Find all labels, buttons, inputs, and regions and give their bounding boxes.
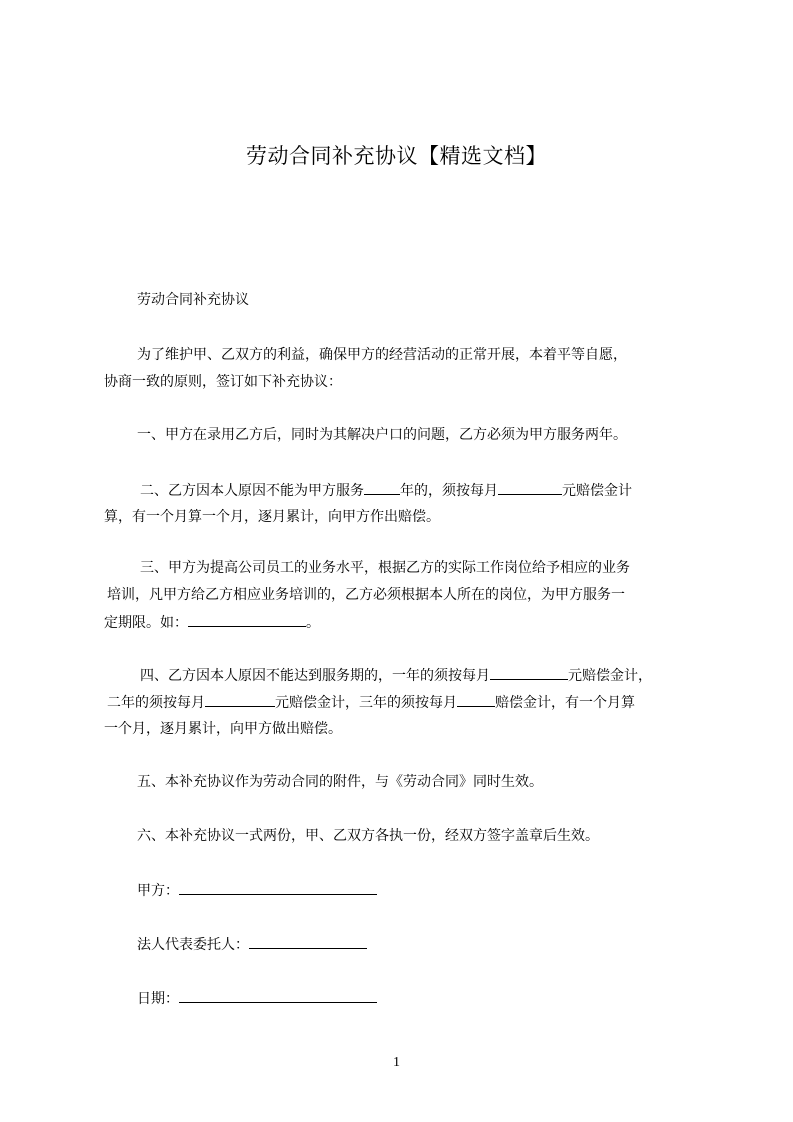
clause-3-line-1: 三、甲方为提高公司员工的业务水平，根据乙方的实际工作岗位给予相应的业务	[140, 560, 630, 576]
party-a-label: 甲方：	[137, 883, 179, 899]
document-subtitle: 劳动合同补充协议	[137, 292, 249, 308]
year-two-amount-blank	[205, 692, 275, 707]
years-blank	[364, 480, 400, 495]
clause-4-text-b: 元赔偿金计，	[568, 668, 652, 684]
date-label: 日期：	[137, 991, 179, 1007]
clause-5: 五、本补充协议作为劳动合同的附件，与《劳动合同》同时生效。	[137, 774, 543, 790]
clause-3-line-2: 培训，凡甲方给乙方相应业务培训的，乙方必须根据本人所在的岗位，为甲方服务一	[107, 587, 625, 603]
document-title: 劳动合同补充协议【精选文档】	[246, 144, 547, 168]
date-blank	[179, 988, 377, 1003]
clause-1: 一、甲方在录用乙方后，同时为其解决户口的问题，乙方必须为甲方服务两年。	[137, 427, 627, 443]
clause-6: 六、本补充协议一式两份，甲、乙双方各执一份，经双方签字盖章后生效。	[137, 828, 599, 844]
clause-2-line-2: 算，有一个月算一个月，逐月累计，向甲方作出赔偿。	[104, 509, 440, 525]
term-blank	[188, 612, 306, 627]
party-a-blank	[179, 880, 377, 895]
representative-label: 法人代表委托人：	[137, 937, 249, 953]
clause-2-line-1	[140, 480, 632, 501]
clause-2-text-b: 年的，须按每月	[400, 483, 498, 499]
intro-line-2: 协商一致的原则，签订如下补充协议：	[104, 374, 342, 390]
clause-4-line-2	[107, 692, 635, 713]
clause-2-text-a: 二、乙方因本人原因不能为甲方服务	[140, 483, 364, 499]
clause-2-text-c: 元赔偿金计	[562, 483, 632, 499]
party-a-signature-line	[137, 880, 377, 901]
clause-4-text-d: 元赔偿金计，三年的须按每月	[275, 695, 457, 711]
page-number: 1	[393, 1055, 400, 1070]
year-one-amount-blank	[490, 665, 568, 680]
date-signature-line	[137, 988, 377, 1009]
clause-4-text-e: 赔偿金计，有一个月算	[495, 695, 635, 711]
intro-line-1: 为了维护甲、乙双方的利益，确保甲方的经营活动的正常开展，本着平等自愿，	[137, 347, 627, 363]
clause-3-line-3	[104, 612, 320, 633]
clause-3-prefix: 定期限。如：	[104, 615, 188, 631]
clause-4-text-c: 二年的须按每月	[107, 695, 205, 711]
clause-3-suffix: 。	[306, 615, 320, 631]
representative-signature-line	[137, 934, 367, 955]
clause-4-line-3: 一个月，逐月累计，向甲方做出赔偿。	[104, 721, 342, 737]
clause-4-text-a: 四、乙方因本人原因不能达到服务期的，一年的须按每月	[140, 668, 490, 684]
year-three-amount-blank	[457, 692, 495, 707]
representative-blank	[249, 934, 367, 949]
clause-4-line-1	[140, 665, 652, 686]
monthly-amount-blank	[498, 480, 562, 495]
